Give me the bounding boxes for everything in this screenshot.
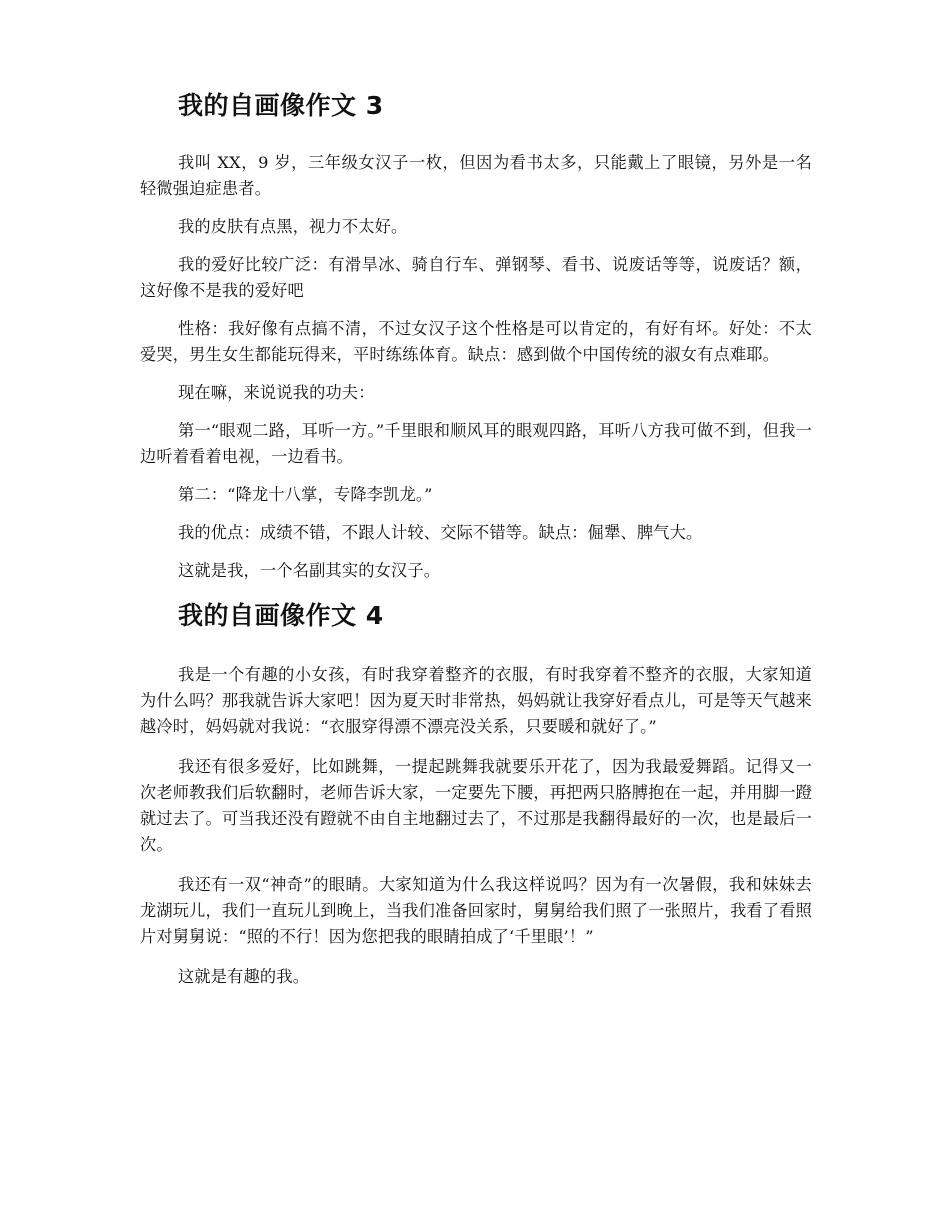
paragraph: 这就是有趣的我。: [178, 967, 310, 986]
paragraph: 我还有一双“神奇”的眼睛。大家知道为什么我这样说吗？因为有一次暑假，我和妹妹去龙湖玩儿，我们一直玩儿到晚上，当我们准备回家时，舅舅给我们照了一张照片，我看了看照片对舅舅说：“照的不行！因为您把我的眼睛拍成了‘千里眼’！”: [140, 875, 812, 946]
paragraph: 这就是我，一个名副其实的女汉子。: [178, 561, 441, 580]
paragraph: 我叫 XX，9 岁，三年级女汉子一枚，但因为看书太多，只能戴上了眼镜，另外是一名轻微强迫症患者。: [140, 153, 812, 198]
section-heading-3: 我的自画像作文 3: [178, 91, 384, 120]
paragraph: 我的优点：成绩不错，不跟人计较、交际不错等。缺点：倔犟、脾气大。: [178, 523, 703, 542]
paragraph: 性格：我好像有点搞不清，不过女汉子这个性格是可以肯定的，有好有坏。好处：不太爱哭，男生女生都能玩得来，平时练练体育。缺点：感到做个中国传统的淑女有点难耶。: [140, 319, 812, 364]
paragraph: 现在嘛，来说说我的功夫：: [178, 383, 375, 402]
section-heading-4: 我的自画像作文 4: [178, 601, 384, 630]
paragraph: 我的爱好比较广泛：有滑旱冰、骑自行车、弹钢琴、看书、说废话等等，说废话？额，这好像不是我的爱好吧: [140, 255, 812, 300]
paragraph: 第二：“降龙十八掌，专降李凯龙。”: [178, 485, 433, 504]
document-body: [140, 86, 812, 1004]
paragraph: 第一“眼观二路，耳听一方。”千里眼和顺风耳的眼观四路，耳听八方我可做不到，但我一边听着看着电视，一边看书。: [140, 421, 812, 466]
paragraph: 我是一个有趣的小女孩，有时我穿着整齐的衣服，有时我穿着不整齐的衣服，大家知道为什么吗？那我就告诉大家吧！因为夏天时非常热，妈妈就让我穿好看点儿，可是等天气越来越冷时，妈妈就对我说：“衣服穿得漂不漂亮没关系，只要暖和就好了。”: [140, 665, 812, 736]
paragraph: 我的皮肤有点黑，视力不太好。: [178, 217, 408, 236]
paragraph: 我还有很多爱好，比如跳舞，一提起跳舞我就要乐开花了，因为我最爱舞蹈。记得又一次老师教我们后软翻时，老师告诉大家，一定要先下腰，再把两只胳膊抱在一起，并用脚一蹬就过去了。可当我还没有蹬就不由自主地翻过去了，不过那是我翻得最好的一次，也是最后一次。: [140, 757, 812, 854]
